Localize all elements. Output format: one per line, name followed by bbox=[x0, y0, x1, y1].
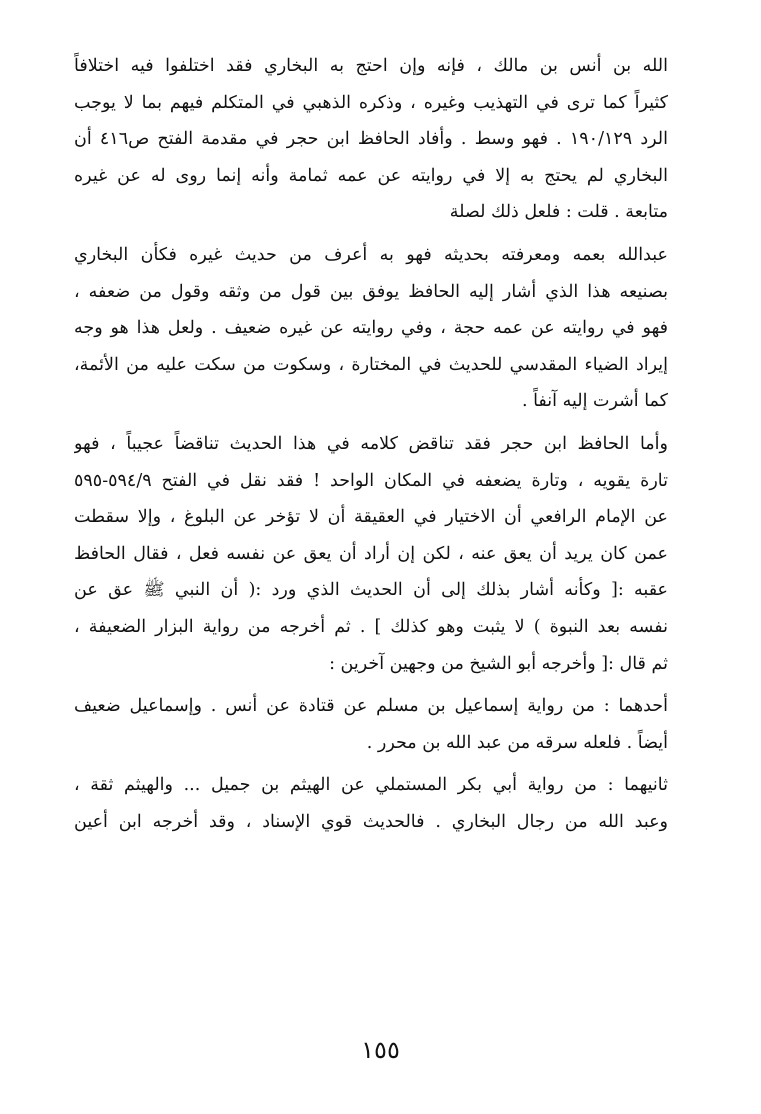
text-line: وعبد الله من رجال البخاري . فالحديث قوي الإسناد ، وقد أخرجه ابن أعين bbox=[74, 811, 668, 832]
text-line: فهو في روايته عن عمه حجة ، وفي روايته عن غيره ضعيف . ولعل هذا هو وجه bbox=[74, 318, 668, 339]
text-line: إيراد الضياء المقدسي للحديث في المختارة ، وسكوت من سكت عليه من الأئمة، bbox=[74, 354, 668, 375]
paragraph-5 bbox=[74, 767, 668, 840]
paragraph-4 bbox=[74, 688, 668, 761]
text-line: وأما الحافظ ابن حجر فقد تناقض كلامه في هذا الحديث تناقضاً عجيباً ، فهو bbox=[74, 433, 668, 454]
page-number: ١٥٥ bbox=[361, 1036, 400, 1064]
text-line: أيضاً . فلعله سرقه من عبد الله بن محرر . bbox=[366, 732, 668, 753]
text-line: نفسه بعد النبوة ) لا يثبت وهو كذلك ] . ثم أخرجه من رواية البزار الضعيفة ، bbox=[74, 616, 668, 637]
text-line: الله بن أنس بن مالك ، فإنه وإن احتج به البخاري فقد اختلفوا فيه اختلافاً bbox=[74, 56, 668, 76]
paragraph-3 bbox=[74, 426, 668, 682]
text-line: أحدهما : من رواية إسماعيل بن مسلم عن قتادة عن أنس . وإسماعيل ضعيف bbox=[74, 696, 668, 717]
text-line: تارة يقويه ، وتارة يضعفه في المكان الواحد ! فقد نقل في الفتح ٥٩٤/٩-٥٩٥ bbox=[74, 470, 668, 491]
text-line: بصنيعه هذا الذي أشار إليه الحافظ يوفق بين قول من وثقه وقول من ضعفه ، bbox=[74, 281, 668, 302]
text-line: عن الإمام الرافعي أن الاختيار في العقيقة أن لا تؤخر عن البلوغ ، وإلا سقطت bbox=[74, 507, 668, 528]
text-line: كما أشرت إليه آنفاً . bbox=[521, 391, 668, 412]
text-line: ثم قال :[ وأخرجه أبو الشيخ من وجهين آخرين : bbox=[329, 653, 668, 674]
text-line: البخاري لم يحتج به إلا في روايته عن عمه ثمامة وأنه إنما روى له عن غيره bbox=[74, 165, 668, 186]
text-line: ثانيهما : من رواية أبي بكر المستملي عن الهيثم بن جميل ... والهيثم ثقة ، bbox=[74, 775, 668, 796]
paragraph-2 bbox=[74, 237, 668, 420]
page-body bbox=[74, 48, 668, 840]
text-line: عقبه :[ وكأنه أشار بذلك إلى أن الحديث الذي ورد :( أن النبي ﷺ عق عن bbox=[74, 580, 668, 601]
text-line: عبدالله بعمه ومعرفته بحديثه فهو به أعرف من حديث غيره فكأن البخاري bbox=[74, 244, 668, 265]
paragraph-1 bbox=[74, 48, 668, 231]
text-line: متابعة . قلت : فلعل ذلك لصلة bbox=[449, 202, 668, 223]
text-line: الرد ١٩٠/١٢٩ . فهو وسط . وأفاد الحافظ ابن حجر في مقدمة الفتح ص٤١٦ أن bbox=[74, 129, 668, 150]
text-line: كثيراً كما ترى في التهذيب وغيره ، وذكره الذهبي في المتكلم فيهم بما لا يوجب bbox=[74, 92, 668, 113]
text-line: عمن كان يريد أن يعق عنه ، لكن إن أراد أن يعق عن نفسه فعل ، فقال الحافظ bbox=[74, 543, 668, 564]
